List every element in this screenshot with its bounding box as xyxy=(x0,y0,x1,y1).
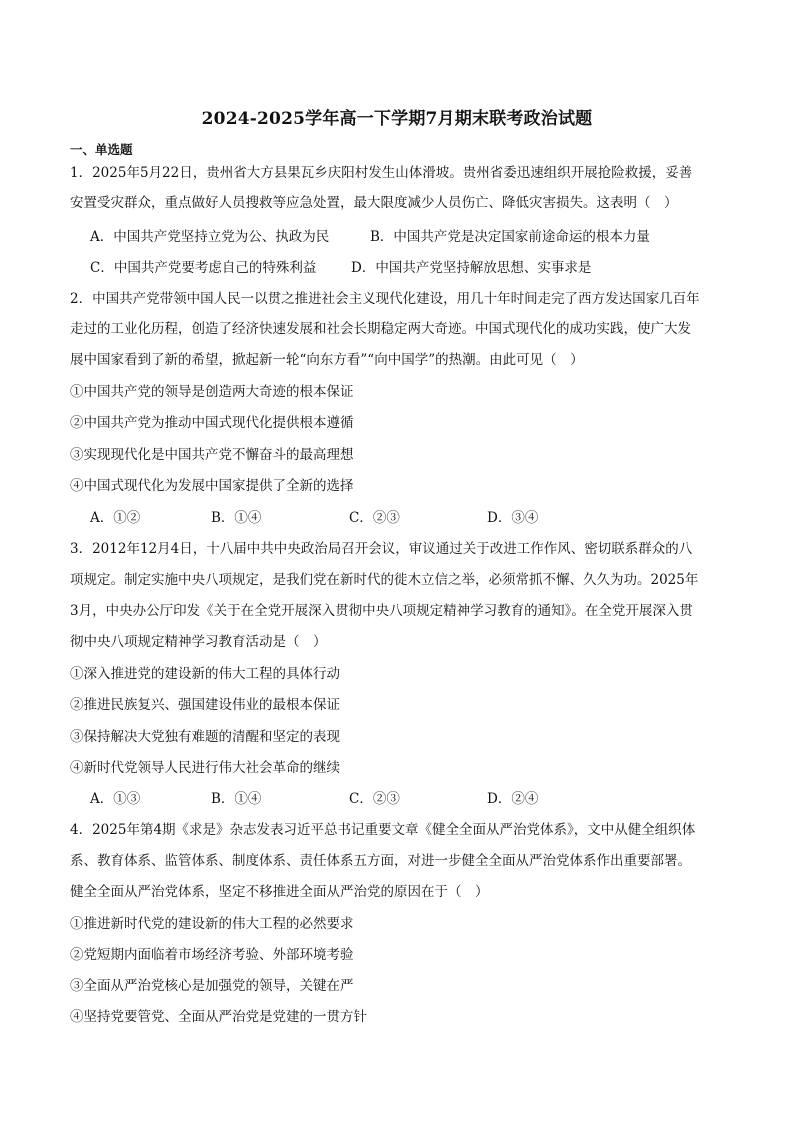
q1-option-d: D．中国共产党坚持解放思想、实事求是 xyxy=(351,260,592,276)
q2-option-c: C．②③ xyxy=(349,510,400,526)
q1-stem-line-1: 1．2025年5月22日，贵州省大方县果瓦乡庆阳村发生山体滑坡。贵州省委迅速组织开展抢险救援，妥善 xyxy=(70,165,693,181)
q1-option-a: A．中国共产党坚持立党为公、执政为民 xyxy=(90,229,330,245)
q4-stem-line-3: 健全全面从严治党体系，坚定不移推进全面从严治党的原因在于（ ） xyxy=(70,884,489,900)
exam-title: 2024-2025学年高一下学期7月期末联考政治试题 xyxy=(201,109,593,129)
q4-stem-line-2: 系、教育体系、监管体系、制度体系、责任体系五方面，对进一步健全全面从严治党体系作出重要部署。 xyxy=(70,853,691,869)
q3-option-a: A．①③ xyxy=(90,791,141,807)
q2-stem-line-1: 2．中国共产党带领中国人民一以贯之推进社会主义现代化建设，用几十年时间走完了西方发达国家几百年 xyxy=(70,291,700,307)
q2-option-b: B．①④ xyxy=(211,510,262,526)
q2-item-1: ①中国共产党的领导是创造两大奇迹的根本保证 xyxy=(70,384,354,400)
q2-option-a: A．①② xyxy=(90,510,141,526)
q3-stem-line-3: 3月，中央办公厅印发《关于在全党开展深入贯彻中央八项规定精神学习教育的通知》。在全党开展深入贯 xyxy=(70,603,693,619)
q2-stem-line-3: 展中国家看到了新的希望，掀起新一轮“向东方看”“向中国学”的热潮。由此可见（ ） xyxy=(70,352,584,368)
q3-stem-line-1: 3．2012年12月4日，十八届中共中央政治局召开会议，审议通过关于改进工作作风、密切联系群众的八 xyxy=(70,541,693,557)
q2-item-3: ③实现现代化是中国共产党不懈奋斗的最高理想 xyxy=(70,447,354,463)
q4-item-4: ④坚持党要管党、全面从严治党是党建的一贯方针 xyxy=(70,1009,367,1025)
q1-option-c: C．中国共产党要考虑自己的特殊利益 xyxy=(90,260,317,276)
section-heading: 一、单选题 xyxy=(70,142,133,157)
q2-stem-line-2: 走过的工业化历程，创造了经济快速发展和社会长期稳定两大奇迹。中国式现代化的成功实践，使广大发 xyxy=(70,321,691,337)
q1-option-b: B．中国共产党是决定国家前途命运的根本力量 xyxy=(370,229,650,245)
q3-stem-line-4: 彻中央八项规定精神学习教育活动是（ ） xyxy=(70,634,327,650)
q3-item-3: ③保持解决大党独有难题的清醒和坚定的表现 xyxy=(70,729,340,745)
q4-item-2: ②党短期内面临着市场经济考验、外部环境考验 xyxy=(70,947,354,963)
q2-option-d: D．③④ xyxy=(487,510,539,526)
q3-option-c: C．②③ xyxy=(349,791,400,807)
q3-option-b: B．①④ xyxy=(211,791,262,807)
q1-stem-line-2: 安置受灾群众，重点做好人员搜救等应急处置，最大限度减少人员伤亡、降低灾害损失。这表明（ ） xyxy=(70,195,678,211)
q3-item-4: ④新时代党领导人民进行伟大社会革命的继续 xyxy=(70,760,340,776)
q4-stem-line-1: 4．2025年第4期《求是》杂志发表习近平总书记重要文章《健全全面从严治党体系》，文中从健全组织体 xyxy=(70,822,696,838)
q2-item-4: ④中国式现代化为发展中国家提供了全新的选择 xyxy=(70,478,354,494)
q3-item-1: ①深入推进党的建设新的伟大工程的具体行动 xyxy=(70,666,340,682)
q4-item-3: ③全面从严治党核心是加强党的领导，关键在严 xyxy=(70,978,354,994)
q3-stem-line-2: 项规定。制定实施中央八项规定，是我们党在新时代的徙木立信之举，必须常抓不懈、久久为功。2025年 xyxy=(70,572,699,588)
q2-item-2: ②中国共产党为推动中国式现代化提供根本遵循 xyxy=(70,415,354,431)
q3-option-d: D．②④ xyxy=(487,791,539,807)
q3-item-2: ②推进民族复兴、强国建设伟业的最根本保证 xyxy=(70,697,340,713)
q4-item-1: ①推进新时代党的建设新的伟大工程的必然要求 xyxy=(70,916,354,932)
